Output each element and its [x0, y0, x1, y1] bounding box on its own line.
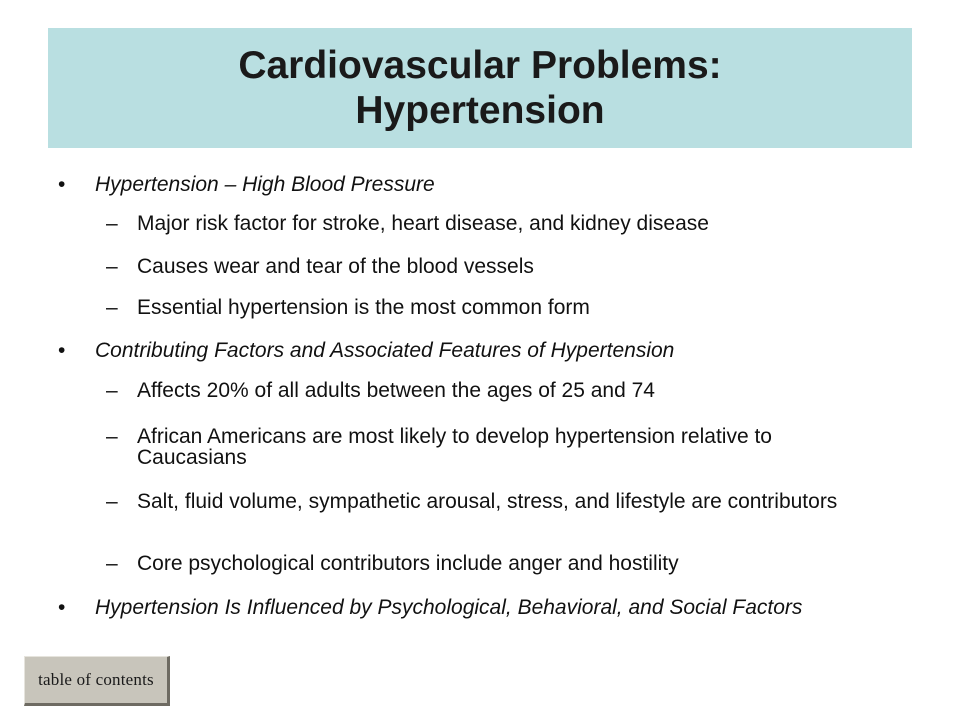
bullet-marker: •	[58, 173, 66, 196]
dash-marker: –	[106, 425, 118, 448]
sub-bullet-text: Causes wear and tear of the blood vessels	[137, 255, 534, 278]
bullet-item	[58, 597, 915, 618]
sub-bullet-text: Core psychological contributors include anger and hostility	[137, 552, 679, 575]
sub-bullet-text: Major risk factor for stroke, heart disease, and kidney disease	[137, 212, 709, 235]
sub-bullet-item	[106, 553, 877, 574]
slide-title-line-2: Hypertension	[355, 89, 605, 132]
dash-marker: –	[106, 552, 118, 575]
dash-marker: –	[106, 379, 118, 402]
dash-marker: –	[106, 296, 118, 319]
sub-bullet-text: Affects 20% of all adults between the ages of 25 and 74	[137, 379, 655, 402]
sub-bullet-text: African Americans are most likely to develop hypertension relative to Caucasians	[137, 425, 772, 469]
bullet-marker: •	[58, 339, 66, 362]
sub-bullet-text: Salt, fluid volume, sympathetic arousal, stress, and lifestyle are contributors	[137, 490, 838, 513]
sub-bullet-item	[106, 213, 877, 234]
bullet-item	[58, 174, 915, 195]
sub-bullet-text: Essential hypertension is the most common form	[137, 296, 590, 319]
title-bar	[48, 28, 912, 148]
sub-bullet-item	[106, 380, 877, 401]
bullet-item	[58, 340, 915, 361]
sub-bullet-item	[106, 297, 877, 318]
bullet-text: Hypertension – High Blood Pressure	[95, 173, 435, 196]
sub-bullet-item	[106, 491, 877, 512]
bullet-text: Contributing Factors and Associated Features of Hypertension	[95, 339, 675, 362]
bullet-marker: •	[58, 596, 66, 619]
sub-bullet-item	[106, 426, 877, 468]
sub-bullet-item	[106, 256, 877, 277]
dash-marker: –	[106, 490, 118, 513]
table-of-contents-label: table of contents	[38, 670, 154, 689]
bullet-text: Hypertension Is Influenced by Psychological, Behavioral, and Social Factors	[95, 596, 803, 619]
slide-title-line-1: Cardiovascular Problems:	[238, 44, 722, 87]
dash-marker: –	[106, 212, 118, 235]
table-of-contents-button[interactable]	[24, 656, 170, 706]
dash-marker: –	[106, 255, 118, 278]
